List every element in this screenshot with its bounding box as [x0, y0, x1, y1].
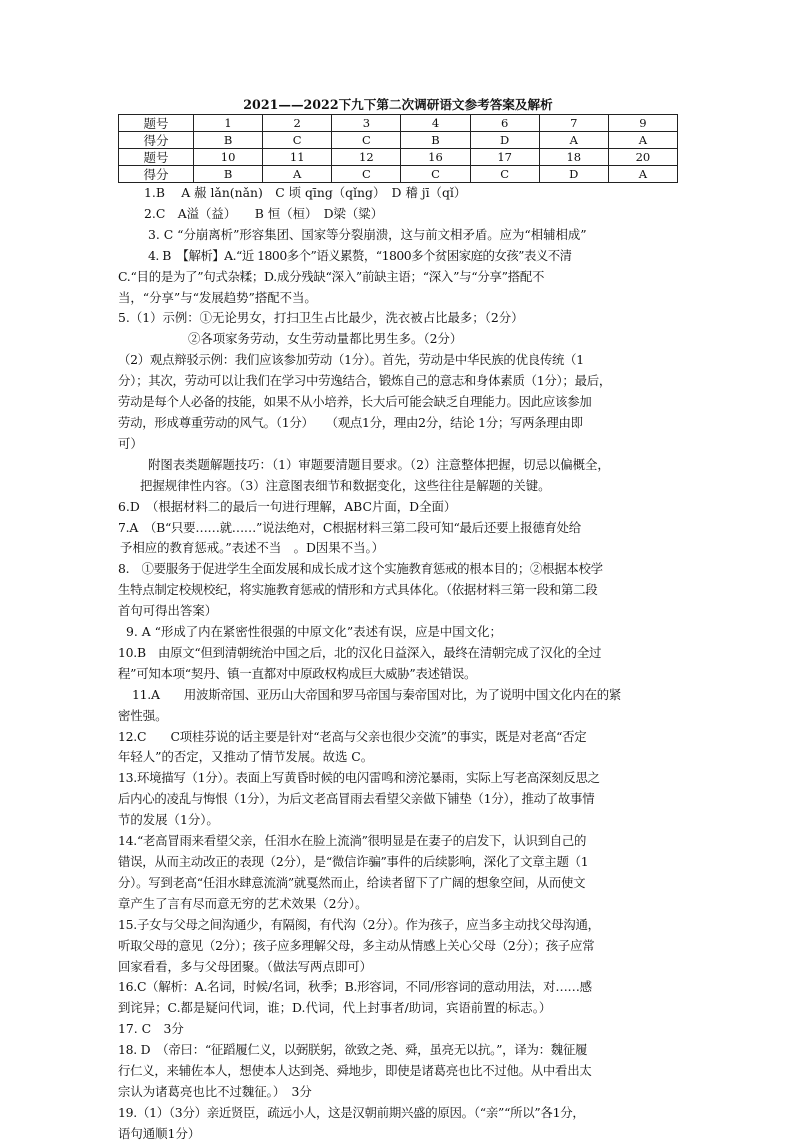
answer-line: 14.“老高冒雨来看望父亲，任泪水在脸上流淌”很明显是在妻子的启发下，认识到自己的	[118, 833, 587, 849]
score-table-cell: C	[332, 166, 401, 183]
score-table-cell: 6	[470, 115, 539, 132]
score-table-cell: A	[263, 166, 332, 183]
answer-line: 到诧异；C.都是疑问代词，谁；D.代词，代上封事者/助词，宾语前置的标志。）	[118, 1000, 552, 1016]
answer-line: 予相应的教育惩戒。”表述不当 。D因果不当。）	[120, 540, 385, 556]
score-table-cell: A	[539, 132, 608, 149]
answer-line: C.“目的是为了”句式杂糅；D.成分残缺“深入”前缺主语；“深入”与“分享”搭配不	[118, 268, 545, 284]
score-table-cell: 10	[194, 149, 263, 166]
score-table-cell: 2	[263, 115, 332, 132]
answer-line: 11.A 用波斯帝国、亚历山大帝国和罗马帝国与秦帝国对比，为了说明中国文化内在的紧	[132, 686, 621, 702]
answer-line: 9. A “形成了内在紧密性很强的中原文化”表述有误，应是中国文化；	[126, 624, 502, 640]
score-table-cell: D	[470, 132, 539, 149]
score-table-cell: D	[539, 166, 608, 183]
answer-line: 生特点制定校规校纪，将实施教育惩戒的情形和方式具体化。（依据材料三第一段和第二段	[118, 582, 598, 598]
answer-line: 15.子女与父母之间沟通少，有隔阂，有代沟（2分）。作为孩子，应当多主动找父母沟通，	[118, 916, 600, 932]
score-table-body	[119, 115, 678, 183]
answer-line: 8. ①要服务于促进学生全面发展和成长成才这个实施教育惩戒的根本目的；②根据本校学	[118, 561, 603, 577]
score-table-cell: C	[332, 132, 401, 149]
answer-line: 行仁义，来辅佐本人，想使本人达到尧、舜地步，即使是诸葛亮也比不过他。从中看出太	[118, 1063, 592, 1079]
score-table-cell: 18	[539, 149, 608, 166]
score-table-row	[119, 115, 678, 132]
answer-lines	[118, 183, 678, 1145]
answer-line: 17. C 3分	[118, 1021, 184, 1037]
answer-line: 3. C “分崩离析”形容集团、国家等分裂崩溃，这与前文相矛盾。应为“相辅相成”	[148, 226, 587, 242]
answer-line: 章产生了言有尽而意无穷的艺术效果（2分）。	[118, 895, 368, 911]
answer-line: 把握规律性内容。（3）注意图表细节和数据变化，这些往往是解题的关键。	[140, 477, 551, 493]
answer-line: 7.A （B“只要……就……”说法绝对，C根据材料三第二段可知“最后还要上报德育处给	[118, 519, 581, 535]
answer-line: （2）观点辩驳示例：我们应该参加劳动（1分）。首先，劳动是中华民族的优良传统（1	[118, 352, 584, 368]
score-table-cell: C	[470, 166, 539, 183]
answer-line: 劳动，形成尊重劳动的风气。（1分） （观点1分，理由2分，结论 1分；写两条理由即	[118, 414, 583, 430]
score-table-row	[119, 166, 678, 183]
answer-line: 2.C A溢（益） B 恒（桓） D梁（粱）	[144, 205, 384, 221]
score-table-cell: B	[194, 166, 263, 183]
answer-line: 10.B 由原文“但到清朝统治中国之后，北的汉化日益深入，最终在清朝完成了汉化的全过	[118, 644, 602, 660]
score-table-cell: B	[194, 132, 263, 149]
score-table-cell: 7	[539, 115, 608, 132]
answer-line: 12.C C项桂芬说的话主要是针对“老高与父亲也很少交流”的事实，既是对老高“否定	[118, 728, 587, 744]
answer-line: 年轻人”的否定，又推动了情节发展。故选 C。	[118, 749, 374, 765]
answer-line: 13.环境描写（1分）。表面上写黄昏时候的电闪雷鸣和滂沱暴雨，实际上写老高深刻反思之	[118, 770, 600, 786]
answer-line: 18. D （帝曰：“征蹈履仁义，以弼朕躬，欲致之尧、舜，虽亮无以抗。”，译为：魏征履	[118, 1042, 588, 1058]
answer-line: 后内心的凌乱与悔恨（1分），为后文老高冒雨去看望父亲做下铺垫（1分），推动了故事情	[118, 791, 595, 807]
answer-line: 错误，从而主动改正的表现（2分），是“微信诈骗”事件的后续影响，深化了文章主题（1	[118, 854, 589, 869]
score-table-cell: 11	[263, 149, 332, 166]
answer-line: 附图表类题解题技巧：（1）审题要清题目要求。（2）注意整体把握，切忌以偏概全，	[148, 456, 610, 472]
score-table-cell: 16	[401, 149, 470, 166]
score-table-cell: 3	[332, 115, 401, 132]
score-table-cell: 20	[608, 149, 677, 166]
score-table-row	[119, 149, 678, 166]
answer-line: 4. B 【解析】A.“近 1800多个”语义累赘，“1800多个贫困家庭的女孩”表义不清	[148, 247, 572, 263]
score-table-row	[119, 132, 678, 149]
score-table-cell: C	[263, 132, 332, 149]
answer-line: 分）。写到老高“任泪水肆意流淌”就戛然而止，给读者留下了广阔的想象空间，从而使文	[118, 874, 586, 890]
score-table-cell: 1	[194, 115, 263, 132]
score-table-row-header: 题号	[119, 149, 194, 166]
score-table-cell: A	[608, 132, 677, 149]
answer-line: 1.B A 赧 lǎn(nǎn) C 顷 qīng（qǐng） D 稽 jī（qǐ）	[144, 185, 467, 200]
answer-line: 16.C（解析：A.名词，时候/名词，秋季；B.形容词，不同/形容词的意动用法，对……感	[118, 979, 592, 995]
answer-line: 5.（1）示例：①无论男女，打扫卫生占比最少，洗衣被占比最多；（2分）	[118, 310, 524, 326]
answer-line: 当，“分享”与“发展趋势”搭配不当。	[118, 289, 317, 305]
score-table-cell: B	[401, 132, 470, 149]
score-table-cell: C	[401, 166, 470, 183]
answer-line: 劳动是每个人必备的技能，如果不从小培养，长大后可能会缺乏自理能力。因此应该参加	[118, 394, 592, 410]
score-table-row-header: 得分	[119, 166, 194, 183]
score-table-cell: A	[608, 166, 677, 183]
answer-key-page	[118, 96, 678, 1145]
page-title: 2021——2022下九下第二次调研语文参考答案及解析	[243, 97, 553, 112]
answer-line: 宗认为诸葛亮也比不过魏征。） 3分	[118, 1083, 312, 1099]
answer-line: 密性强。	[118, 707, 168, 723]
answer-line: 分）；其次，劳动可以让我们在学习中劳逸结合，锻炼自己的意志和身体素质（1分）；最后，	[118, 373, 611, 389]
answer-line: 首句可得出答案）	[118, 603, 218, 619]
answer-line: ②各项家务劳动，女生劳动量都比男生多。（2分）	[188, 331, 463, 347]
score-table-cell: 4	[401, 115, 470, 132]
answer-line: 回家看看，多与父母团聚。（做法写两点即可）	[118, 958, 373, 974]
answer-line: 程”可知本项“契丹、镇一直都对中原政权构成巨大威胁”表述错误。	[118, 665, 477, 681]
answer-line: 语句通顺1分）	[118, 1125, 201, 1141]
score-table-row-header: 得分	[119, 132, 194, 149]
answer-line: 听取父母的意见（2分）；孩子应多理解父母，多主动从情感上关心父母（2分）；孩子应常	[118, 937, 595, 953]
score-table-row-header: 题号	[119, 115, 194, 132]
score-table-cell: 12	[332, 149, 401, 166]
score-table-cell: 17	[470, 149, 539, 166]
score-table	[118, 114, 678, 183]
answer-line: 6.D （根据材料二的最后一句进行理解，ABC片面，D全面）	[118, 498, 457, 514]
score-table-cell: 9	[608, 115, 677, 132]
answer-line: 可）	[118, 435, 143, 451]
answer-line: 19.（1）（3分）亲近贤臣，疏远小人，这是汉朝前期兴盛的原因。（“亲”“所以”各1分，	[118, 1104, 585, 1120]
answer-line: 节的发展（1分）。	[118, 812, 219, 828]
